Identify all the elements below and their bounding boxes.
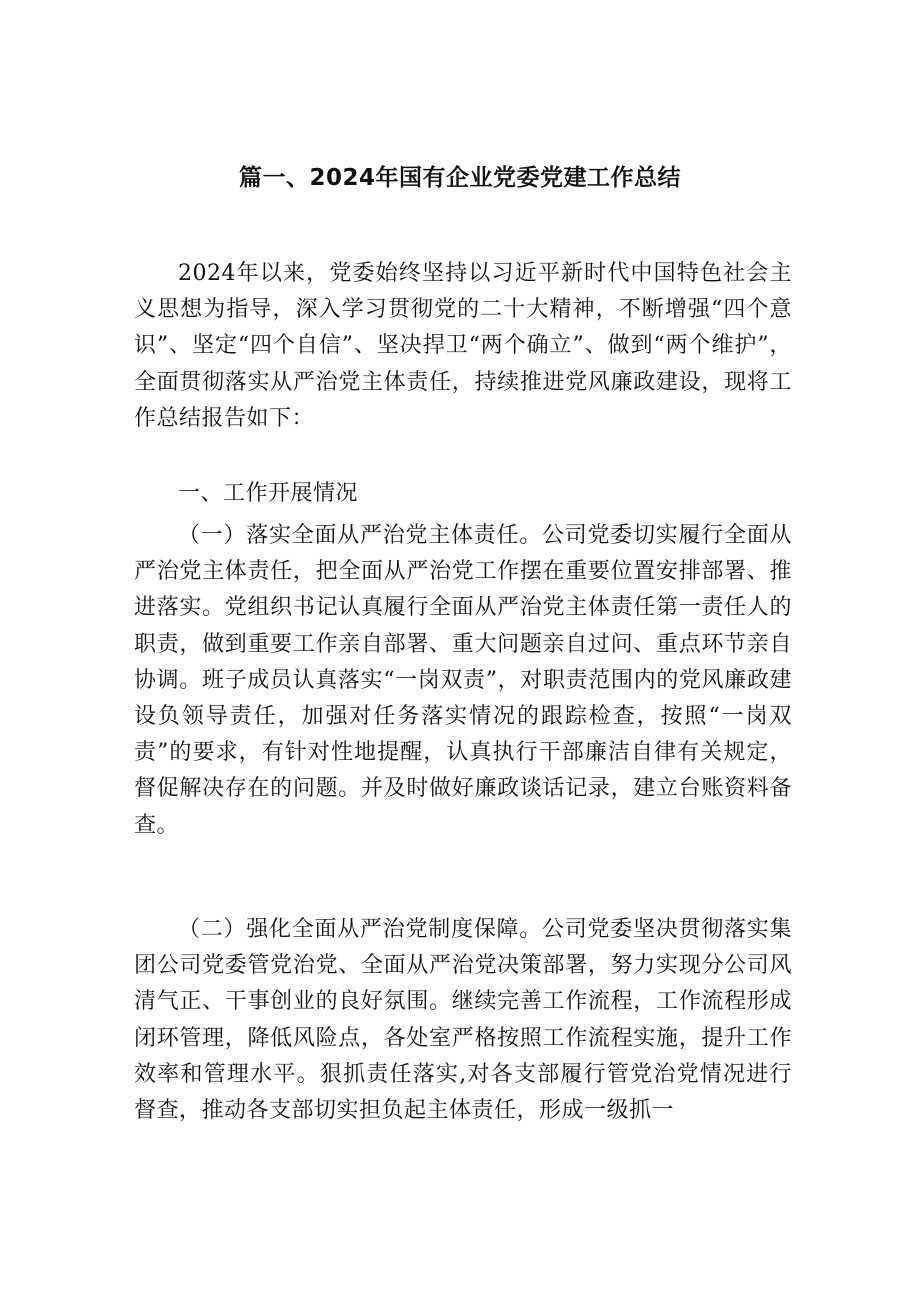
paragraph-one: （一）落实全面从严治党主体责任。公司党委切实履行全面从严治党主体责任，把全面从严治党工作摆在重要位置安排部署、推进落实。党组织书记认真履行全面从严治党主体责任第一责任人的职责，做到重要工作亲自部署、重大问题亲自过问、重点环节亲自协调。班子成员认真落实“一岗双责”，对职责范围内的党风廉政建设负领导责任，加强对任务落实情况的跟踪检查，按照“一岗双责”的要求，有针对性地提醒，认真执行干部廉洁自律有关规定，督促解决存在的问题。并及时做好廉政谈话记录，建立台账资料备查。 — [134, 523, 792, 838]
document-title: 篇一、2024年国有企业党委党建工作总结 — [238, 165, 681, 191]
section-heading: 一、工作开展情况 — [178, 481, 359, 506]
intro-paragraph: 2024年以来，党委始终坚持以习近平新时代中国特色社会主义思想为指导，深入学习贯彻党的二十大精神，不断增强“四个意识”、坚定“四个自信”、坚决捍卫“两个确立”、做到“两个维护”，全面贯彻落实从严治党主体责任，持续推进党风廉政建设，现将工作总结报告如下： — [134, 261, 792, 431]
paragraph-two: （二）强化全面从严治党制度保障。公司党委坚决贯彻落实集团公司党委管党治党、全面从严治党决策部署，努力实现分公司风清气正、干事创业的良好氛围。继续完善工作流程，工作流程形成闭环管理，降低风险点，各处室严格按照工作流程实施，提升工作效率和管理水平。狠抓责任落实,对各支部履行管党治党情况进行督查，推动各支部切实担负起主体责任，形成一级抓一 — [134, 917, 792, 1124]
